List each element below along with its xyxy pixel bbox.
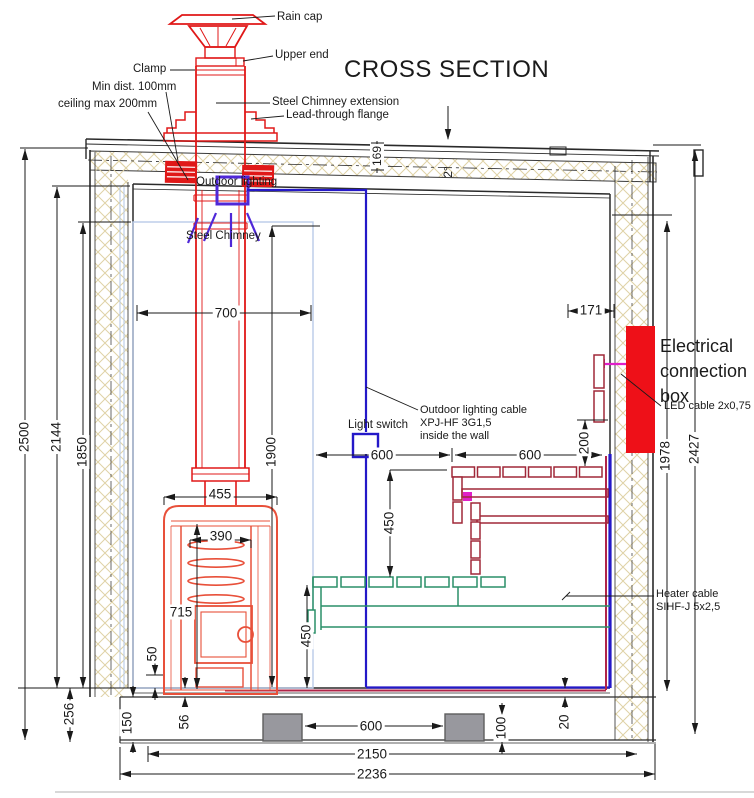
roof-slope-label: 2° [441, 166, 455, 178]
heater-cable-label-line2: SIHF-J 5x2,5 [656, 601, 721, 613]
dim-heater-body-width: 390 [209, 528, 233, 544]
lead-through-flange-label: Lead-through flange [286, 109, 389, 121]
dim-right-total-height: 2427 [686, 433, 702, 465]
dim-plinth-height: 256 [61, 702, 77, 726]
dim-roof-thickness: 169 [370, 145, 384, 167]
drawing-title: CROSS SECTION [344, 56, 550, 83]
dim-foundation-left: 150 [119, 711, 135, 735]
outdoor-lighting-label: Outdoor lighting [196, 176, 278, 188]
dim-wall-offset: 171 [579, 302, 603, 318]
clamp-label: Clamp [133, 63, 167, 75]
light-switch-label: Light switch [348, 419, 409, 431]
dim-chimney-clearance: 700 [214, 305, 238, 321]
rain-cap-label: Rain cap [277, 11, 323, 23]
heater-door [195, 606, 252, 663]
ceiling-max-label: ceiling max 200mm [58, 98, 158, 110]
dim-right-inner-height: 1978 [657, 440, 673, 472]
dim-bench-upper-drop: 450 [381, 511, 397, 535]
dim-backrest-to-bench: 200 [576, 431, 592, 455]
dim-outer-width: 2236 [356, 766, 388, 782]
chimney-extension-label: Steel Chimney extension [272, 96, 400, 108]
wall-backrest-slat [594, 355, 604, 388]
heater-cable-label-line1: Heater cable [656, 588, 719, 600]
heater-drawer [196, 668, 243, 687]
left-wall [90, 150, 133, 697]
electrical-box-label-line3: box [660, 386, 690, 406]
electrical-box-label-line1: Electrical [660, 336, 734, 356]
dim-inner-width: 2150 [356, 746, 388, 762]
upper-end-label: Upper end [275, 49, 329, 61]
dim-block-height: 100 [493, 716, 509, 740]
dim-switch-to-bench: 600 [370, 447, 394, 463]
dim-bench-lower-height: 450 [298, 624, 314, 648]
dim-heater-top-width: 455 [208, 486, 232, 502]
dim-ceiling-height: 2144 [48, 421, 64, 453]
dim-bench-width: 600 [518, 447, 542, 463]
dim-block-spacing: 600 [359, 718, 383, 734]
electrical-box-label-line2: connection [660, 361, 748, 381]
dim-floor-offset: 20 [556, 714, 572, 730]
outdoor-cable-note-line2: XPJ-HF 3G1,5 [420, 417, 492, 429]
min-dist-label: Min dist. 100mm [92, 81, 177, 93]
heater-cable-line [225, 456, 606, 691]
foundation-block-right [445, 714, 484, 741]
chimney-enclosure [133, 222, 313, 688]
lower-bench [308, 577, 610, 633]
wall-backrest-slat [594, 391, 604, 422]
dim-inner-height: 1850 [74, 436, 90, 468]
dim-room-height-chimney: 1900 [263, 436, 279, 468]
dim-heater-floor-gap: 50 [144, 646, 160, 662]
outdoor-cable-note-line1: Outdoor lighting cable [420, 404, 528, 416]
outdoor-cable-note-line3: inside the wall [420, 430, 490, 442]
dim-floor-edge: 56 [176, 714, 192, 730]
led-cable-label: LED cable 2x0,75 [664, 400, 751, 412]
dim-total-height: 2500 [16, 421, 32, 453]
floor-foundation [55, 688, 754, 792]
steel-chimney-label: Steel Chimney [186, 230, 261, 242]
chimney [164, 15, 277, 507]
foundation-block-left [263, 714, 302, 741]
dim-heater-height: 715 [169, 604, 193, 620]
